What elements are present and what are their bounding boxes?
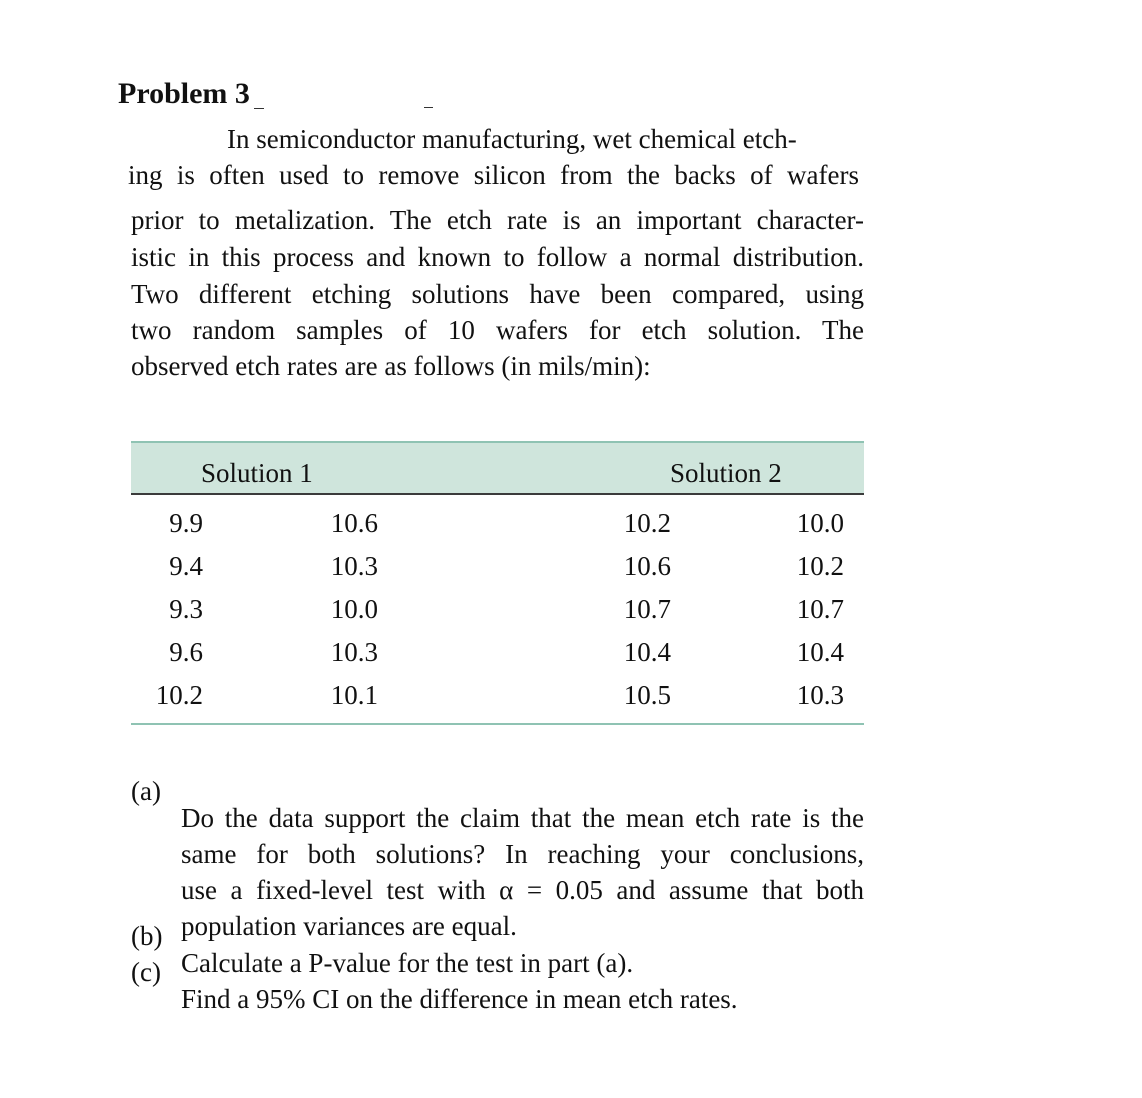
table-cell: 10.6 [330, 508, 378, 538]
underline-mark [254, 108, 264, 109]
table-cell: 10.3 [330, 551, 378, 581]
intro-line-6: two random samples of 10 wafers for etch solution. The [131, 315, 864, 345]
question-a-line-2: same for both solutions? In reaching your conclusions, [181, 839, 864, 869]
table-cell: 10.7 [796, 594, 844, 624]
intro-line-4: istic in this process and known to follow a normal distribution. [131, 242, 864, 272]
table-cell: 10.3 [796, 680, 844, 710]
table-cell: 9.9 [169, 508, 203, 538]
intro-line-5: Two different etching solutions have been compared, using [131, 279, 864, 309]
intro-line-1: In semiconductor manufacturing, wet chemical etch- [227, 124, 797, 154]
table-cell: 10.5 [623, 680, 671, 710]
header-solution-1: Solution 1 [201, 458, 313, 488]
table-cell: 9.4 [169, 551, 203, 581]
intro-line-2: ing is often used to remove silicon from the backs of wafers [128, 160, 859, 190]
problem-title: Problem 3 [118, 74, 264, 114]
question-a-line-4: population variances are equal. [181, 911, 517, 941]
table-cell: 10.0 [796, 508, 844, 538]
question-b-line-1: Calculate a P-value for the test in part (a). [181, 948, 634, 978]
table-cell: 10.1 [330, 680, 378, 710]
table-bottom-rule [131, 723, 864, 725]
table-cell: 10.0 [330, 594, 378, 624]
intro-line-3: prior to metalization. The etch rate is an important character- [131, 205, 864, 235]
question-a-label: (a) [131, 776, 161, 806]
table-cell: 9.3 [169, 594, 203, 624]
question-a-line-3: use a fixed-level test with α = 0.05 and assume that both [181, 875, 864, 905]
header-solution-2: Solution 2 [670, 458, 782, 488]
table-cell: 10.6 [623, 551, 671, 581]
question-c-label: (c) [131, 957, 161, 987]
table-cell: 10.2 [155, 680, 203, 710]
table-cell: 10.3 [330, 637, 378, 667]
table-cell: 10.4 [623, 637, 671, 667]
question-c-line-1: Find a 95% CI on the difference in mean etch rates. [181, 984, 738, 1014]
question-b-label: (b) [131, 921, 163, 951]
table-cell: 9.6 [169, 637, 203, 667]
table-cell: 10.4 [796, 637, 844, 667]
table-cell: 10.2 [796, 551, 844, 581]
stray-underline-mark [424, 107, 433, 108]
intro-line-7: observed etch rates are as follows (in mils/min): [131, 351, 651, 381]
table-cell: 10.7 [623, 594, 671, 624]
question-a-line-1: Do the data support the claim that the mean etch rate is the [181, 803, 864, 833]
table-cell: 10.2 [623, 508, 671, 538]
